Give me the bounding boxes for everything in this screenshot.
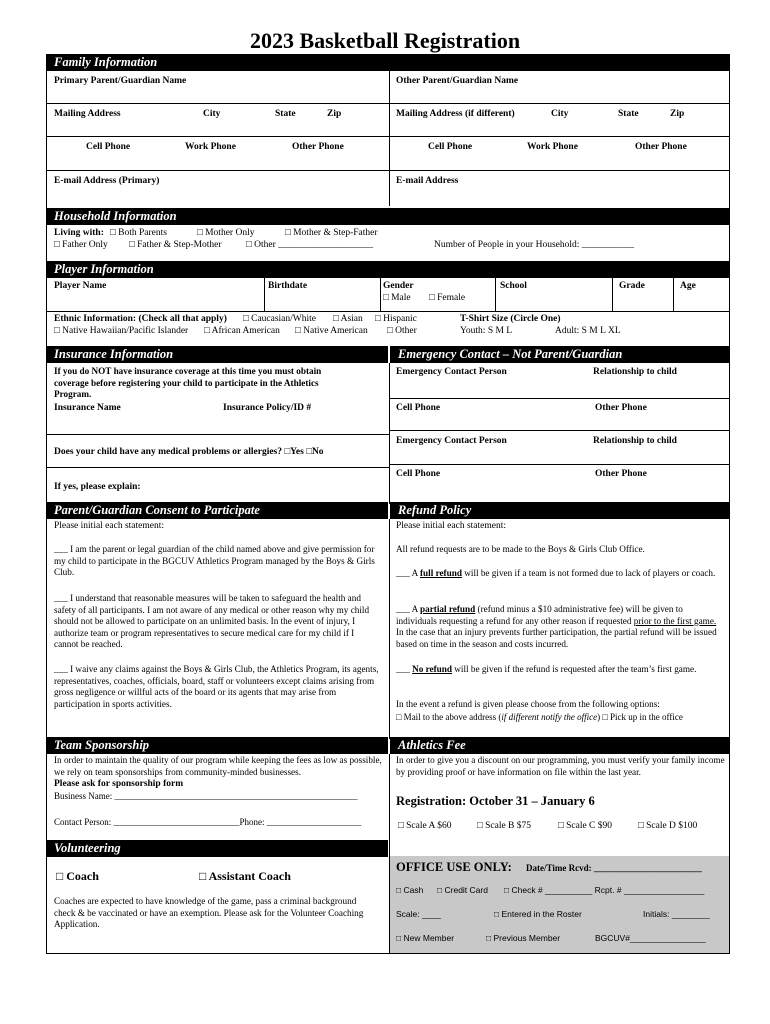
consent-statement-1: ___ I am the parent or legal guardian of the child named above and give permission for my child to participate in the BGCUV Athletics Program managed by the Boys & Girls Club.	[54, 544, 375, 578]
sponsorship-ask: Please ask for sponsorship form	[54, 779, 184, 789]
refund-partial-emphasis: partial refund	[420, 604, 476, 614]
coach-option[interactable]: □ Coach	[56, 869, 99, 883]
consent-statement-3: ___ I waive any claims against the Boys & Girls Club, the Athletics Program, its agents, representatives, coaches, officials, board, staff or volunteers except claims arising from gross negligence or willful acts of the board or its agents that may arise from participation in sports activities.	[54, 664, 379, 709]
living-with-label: Living with:	[54, 228, 104, 238]
state-label-2: State	[618, 109, 639, 119]
gender-label: Gender	[383, 281, 414, 291]
tshirt-youth-sizes[interactable]: Youth: S M L	[460, 326, 513, 336]
volunteer-text: Coaches are expected to have knowledge of the game, pass a criminal background check & be vaccinated or have an exemption. Please ask for the Volunteer Coaching Application.	[54, 896, 364, 930]
other-parent-label: Other Parent/Guardian Name	[396, 76, 519, 86]
option-other[interactable]: □ Other ____________________	[246, 240, 374, 250]
option-father-only[interactable]: □ Father Only	[54, 240, 108, 250]
sponsorship-text: In order to maintain the quality of our program while keeping the fees as low as possible, we rely on team sponsorships from community-minded businesses.	[54, 755, 382, 777]
other-phone-label-2: Other Phone	[635, 142, 687, 152]
refund-partial-statement: ___ A partial refund (refund minus a $10 administrative fee) will be given to individuals requesting a refund for any other reason if requested prior to the first game. In the case that an injury prevents further participation, the partial refund will be issued based on time in the season and costs incurred.	[396, 604, 717, 649]
mailing-diff-label: Mailing Address (if different)	[396, 109, 515, 119]
household-count-field[interactable]: Number of People in your Household: ___________	[434, 240, 635, 250]
emergency-section-header: Emergency Contact – Not Parent/Guardian	[390, 346, 730, 363]
refund-none-emphasis: No refund	[412, 664, 452, 674]
office-use-title: OFFICE USE ONLY:	[396, 860, 512, 874]
sponsorship-section-header: Team Sponsorship	[46, 737, 388, 754]
tshirt-label: T-Shirt Size (Circle One)	[460, 314, 561, 324]
option-hispanic[interactable]: □ Hispanic	[375, 314, 417, 324]
option-african-american[interactable]: □ African American	[204, 326, 280, 336]
mailing-address-label: Mailing Address	[54, 109, 121, 119]
birthdate-label: Birthdate	[268, 281, 308, 291]
refund-full-emphasis: full refund	[420, 568, 462, 578]
emergency-person-label: Emergency Contact Person	[396, 367, 507, 377]
initials-field[interactable]: Initials: ________	[643, 909, 710, 919]
option-male[interactable]: □ Male	[383, 293, 411, 303]
tshirt-adult-sizes[interactable]: Adult: S M L XL	[555, 326, 621, 336]
state-label: State	[275, 109, 296, 119]
option-native-american[interactable]: □ Native American	[295, 326, 368, 336]
option-both-parents[interactable]: □ Both Parents	[110, 228, 167, 238]
insurance-notice: If you do NOT have insurance coverage at this time you must obtain coverage before registering your child to participate in the Athletics Program.	[54, 366, 322, 400]
work-phone-label: Work Phone	[185, 142, 236, 152]
medical-question[interactable]: Does your child have any medical problems or allergies? □Yes □No	[54, 447, 324, 457]
contact-person-field[interactable]: Contact Person: ____________________________Phone: _____________________	[54, 817, 362, 827]
family-section-header: Family Information	[46, 54, 730, 71]
option-hawaiian[interactable]: □ Native Hawaiian/Pacific Islander	[54, 326, 189, 336]
consent-section-header: Parent/Guardian Consent to Participate	[46, 502, 388, 519]
zip-label-2: Zip	[670, 109, 685, 119]
insurance-name-label: Insurance Name	[54, 403, 121, 413]
fee-text: In order to give you a discount on our programming, you must verify your family income by providing proof or have information on file within the last year.	[396, 755, 725, 777]
grade-label: Grade	[619, 281, 645, 291]
emergency-other-phone-label: Other Phone	[595, 403, 647, 413]
scale-d-option[interactable]: □ Scale D $100	[638, 821, 698, 831]
scale-b-option[interactable]: □ Scale B $75	[477, 821, 532, 831]
registration-form	[46, 54, 730, 954]
player-name-label: Player Name	[54, 281, 107, 291]
option-female[interactable]: □ Female	[429, 293, 466, 303]
refund-section-header: Refund Policy	[390, 502, 730, 519]
registration-dates: Registration: October 31 – January 6	[396, 794, 595, 808]
consent-statement-2: ___ I understand that reasonable measures will be taken to safeguard the health and safety of all participants. I am not aware of any medical or other reason why my child should not be allowed to participate on an unlimited basis. In the event of injury, I authorize team or program representatives to secure medical care for my child if I cannot be reached.	[54, 593, 370, 650]
scale-c-option[interactable]: □ Scale C $90	[558, 821, 613, 831]
work-phone-label-2: Work Phone	[527, 142, 578, 152]
assistant-coach-option[interactable]: □ Assistant Coach	[199, 869, 291, 883]
office-use-panel	[390, 856, 730, 954]
new-member-option[interactable]: □ New Member	[396, 933, 455, 943]
emergency-cell-label-2: Cell Phone	[396, 469, 441, 479]
refund-event-text: In the event a refund is given please choose from the following options:	[396, 699, 660, 709]
cell-phone-label: Cell Phone	[86, 142, 131, 152]
volunteer-section-header: Volunteering	[46, 840, 388, 857]
credit-card-option[interactable]: □ Credit Card	[437, 885, 488, 895]
zip-label: Zip	[327, 109, 342, 119]
business-name-field[interactable]: Business Name: ______________________________________________________	[54, 791, 358, 801]
option-ethnic-other[interactable]: □ Other	[387, 326, 417, 336]
fee-section-header: Athletics Fee	[390, 737, 730, 754]
age-label: Age	[680, 281, 696, 291]
school-label: School	[500, 281, 527, 291]
option-mother-stepfather[interactable]: □ Mother & Step-Father	[285, 228, 378, 238]
refund-intro: All refund requests are to be made to the Boys & Girls Club Office.	[396, 544, 645, 554]
city-label: City	[203, 109, 221, 119]
scale-field[interactable]: Scale: ____	[396, 909, 441, 919]
emergency-person-label-2: Emergency Contact Person	[396, 436, 507, 446]
other-phone-label: Other Phone	[292, 142, 344, 152]
insurance-section-header: Insurance Information	[46, 346, 388, 363]
cell-phone-label-2: Cell Phone	[428, 142, 473, 152]
check-number-field[interactable]: □ Check # __________ Rcpt. # _________________	[504, 885, 705, 895]
primary-parent-label: Primary Parent/Guardian Name	[54, 76, 187, 86]
emergency-other-phone-label-2: Other Phone	[595, 469, 647, 479]
option-mother-only[interactable]: □ Mother Only	[197, 228, 255, 238]
city-label-2: City	[551, 109, 569, 119]
roster-option[interactable]: □ Entered in the Roster	[494, 909, 582, 919]
relationship-label: Relationship to child	[593, 367, 677, 377]
insurance-policy-label: Insurance Policy/ID #	[223, 403, 312, 413]
medical-explain-label: If yes, please explain:	[54, 482, 141, 492]
bgcuv-number-field[interactable]: BGCUV#________________	[595, 933, 706, 943]
scale-a-option[interactable]: □ Scale A $60	[398, 821, 452, 831]
email-label: E-mail Address	[396, 176, 459, 186]
refund-option-choice[interactable]: □ Mail to the above address (if different notify the office) □ Pick up in the office	[396, 712, 683, 722]
option-caucasian[interactable]: □ Caucasian/White	[243, 314, 317, 324]
date-received-field[interactable]: Date/Time Rcvd: ________________________	[526, 863, 702, 873]
player-section-header: Player Information	[46, 261, 730, 278]
option-father-stepmother[interactable]: □ Father & Step-Mother	[129, 240, 222, 250]
ethnic-label: Ethnic Information: (Check all that apply)	[54, 314, 227, 324]
email-primary-label: E-mail Address (Primary)	[54, 176, 160, 186]
household-section-header: Household Information	[46, 208, 730, 225]
relationship-label-2: Relationship to child	[593, 436, 677, 446]
emergency-cell-label: Cell Phone	[396, 403, 441, 413]
page-title: 2023 Basketball Registration	[249, 28, 521, 53]
cash-option[interactable]: □ Cash	[396, 885, 424, 895]
option-asian[interactable]: □ Asian	[333, 314, 363, 324]
consent-instruction: Please initial each statement:	[54, 521, 165, 531]
previous-member-option[interactable]: □ Previous Member	[486, 933, 561, 943]
refund-instruction: Please initial each statement:	[396, 521, 507, 531]
refund-none-statement: ___ No refund will be given if the refund is requested after the team’s first game.	[396, 664, 697, 674]
refund-full-statement: ___ A full refund will be given if a team is not formed due to lack of players or coach.	[396, 568, 716, 578]
